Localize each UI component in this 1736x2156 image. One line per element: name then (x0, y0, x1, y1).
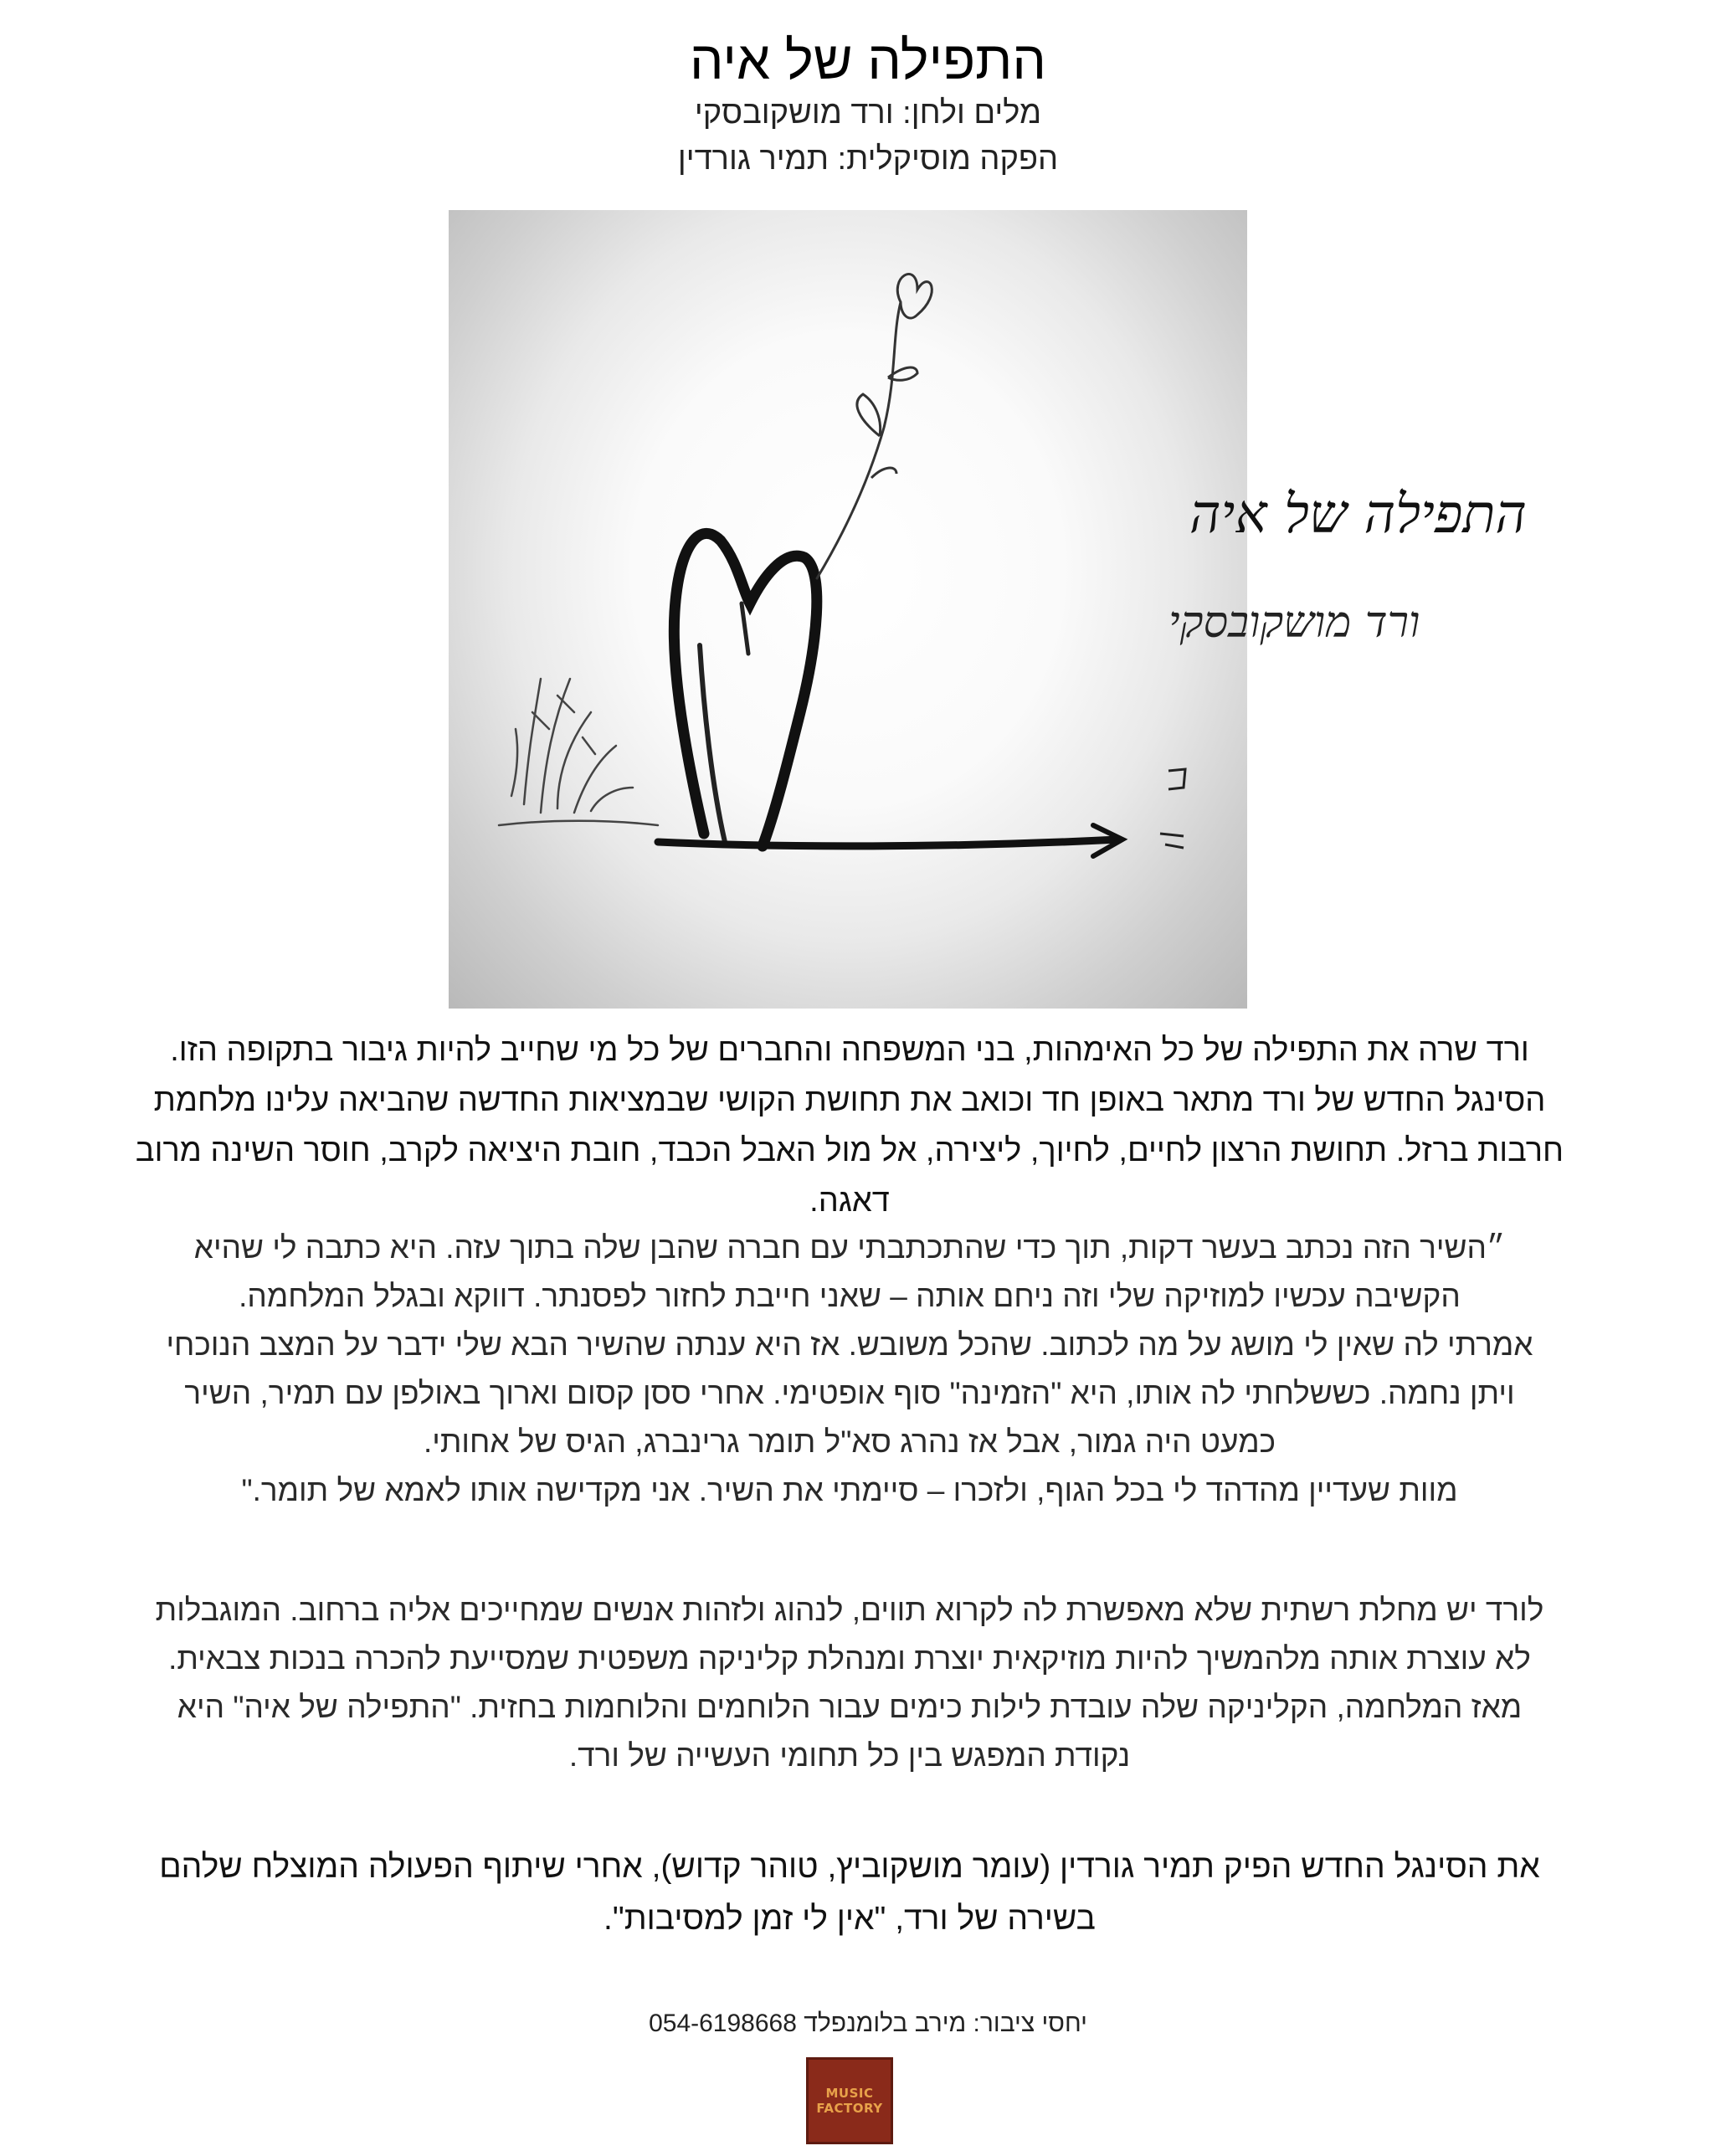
paragraph-production (42, 1841, 1657, 1945)
paragraph-line: מוות שעדיין מהדהד לי בכל הגוף, ולזכרו – סיימתי את השיר. אני מקדישה אותו לאמא של תומר." (241, 1473, 1458, 1507)
paragraph-line: בשירה של ורד, "אין לי זמן למסיבות". (603, 1901, 1096, 1937)
paragraph-line: לא עוצרת אותה מלהמשיך להיות מוזיקאית יוצרת ומנהלת קליניקה משפטית שמסייעת להכרה בנכות צבאית. (168, 1641, 1531, 1676)
music-factory-logo (806, 2057, 893, 2144)
logo-text-line2: FACTORY (816, 2101, 883, 2116)
paragraph-line: לורד יש מחלת רשתית שלא מאפשרת לה לקרוא תווים, לנהוג ולזהות אנשים שמחייכים אליה ברחוב. המוגבלות (155, 1593, 1544, 1627)
flower-stem-drawing (817, 302, 901, 578)
album-cover-drawing (449, 210, 1527, 1009)
page-title: התפילה של איה (690, 30, 1046, 90)
paragraph-line: הקשיבה עכשיו למוזיקה שלי וזה ניחם אותה – שאני חייבת לחזור לפסנתר. דווקא ובגלל המלחמה. (239, 1279, 1461, 1313)
paragraph-line: נקודת המפגש בין כל תחומי העשייה של ורד. (568, 1738, 1131, 1773)
paragraph-quote (42, 1224, 1657, 1515)
paragraph-line: דאגה. (809, 1183, 890, 1219)
credit-words-music: מלים ולחן: ורד מושקובסקי (694, 95, 1042, 131)
paragraph-line: חרבות ברזל. תחושת הרצון לחיים, לחיוך, ליצירה, אל מול האבל הכבד, חובת היציאה לקרב, חוסר השינה מרוב (135, 1133, 1564, 1168)
logo-text-line1: MUSIC (825, 2086, 874, 2101)
paragraph-line: ויתן נחמה. כששלחתי לה אותו, היא "הזמינה" סוף אופטימי. אחרי ססן קסום וארוך באולפן עם תמיר, השיר (184, 1376, 1515, 1410)
album-cover-image (449, 210, 1527, 1009)
paragraph-intro (42, 1025, 1657, 1226)
grass-drawing (499, 679, 658, 825)
paragraph-line: הסינגל החדש של ורד מתאר באופן חד וכואב את תחושת הקושי שבמציאות החדשה שהביאה עלינו מלחמת (153, 1083, 1546, 1118)
paragraph-line: ״השיר הזה נכתב בעשר דקות, תוך כדי שהתכתבתי עם חברה שהבן שלה בתוך עזה. היא כתבה לי שהיא (193, 1230, 1506, 1265)
heart-drawing (674, 533, 816, 846)
paragraph-line: אמרתי לה שאין לי מושג על מה לכתוב. שהכל משובש. אז היא ענתה שהשיר הבא שלי ידבר על המצב הנוכחי (166, 1327, 1533, 1362)
pr-contact: יחסי ציבור: מירב בלומנפלד 054-6198668 (649, 2010, 1087, 2037)
cover-handwritten-artist: ורד מושקובסקי (1168, 598, 1420, 648)
paragraph-line: כמעט היה גמור, אבל אז נהרג סא"ל תומר גרינברג, הגיס של אחותי. (423, 1424, 1276, 1459)
paragraph-line: מאז המלחמה, הקליניקה שלה עובדת לילות כימים עבור הלוחמים והלוחמות בחזית. "התפילה של איה" היא (177, 1690, 1523, 1724)
paragraph-background (42, 1586, 1657, 1780)
cover-handwritten-title: התפילה של איה (1189, 484, 1527, 546)
paragraph-line: את הסינגל החדש הפיק תמיר גורדין (עומר מושקוביץ, טוהר קדוש), אחרי שיתוף הפעולה המוצלח שלהם (159, 1849, 1540, 1885)
paragraph-line: ורד שרה את התפילה של כל האימהות, בני המשפחה והחברים של כל מי שחייב להיות גיבור בתקופה הזו. (170, 1033, 1529, 1068)
credit-production: הפקה מוסיקלית: תמיר גורדין (677, 141, 1059, 177)
